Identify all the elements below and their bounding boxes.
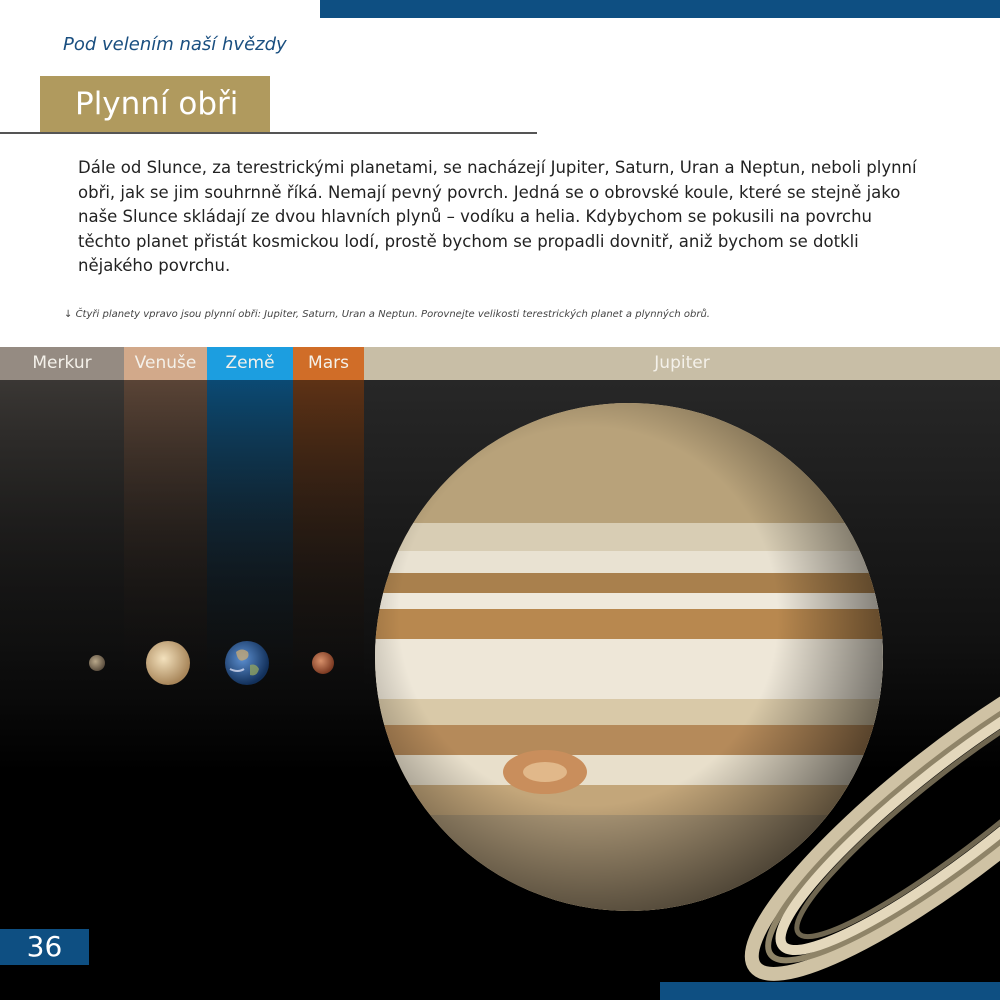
chapter-title: Pod velením naší hvězdy — [63, 34, 287, 55]
top-accent-bar — [320, 0, 1000, 18]
planet-label-merkur: Merkur — [0, 347, 124, 380]
planet-label-mars: Mars — [293, 347, 364, 380]
body-paragraph: Dále od Slunce, za terestrickými planetami, se nacházejí Jupiter, Saturn, Uran a Neptun, neboli plynní obři, jak se jim souhrnně říká. Nemají pevný povrch. Jedná se o obrovské koule, které se stejně jako naše Slunce skládají ze dvou hlavních plynů – vodíku a helia. Kdybychom se pokusili na povrchu těchto planet přistát kosmickou lodí, prostě bychom se propadli dovnitř, aniž bychom se dotkli nějakého povrchu. — [78, 158, 917, 275]
planet-comparison-figure — [0, 347, 1000, 1000]
caption-text: Čtyři planety vpravo jsou plynní obři: Jupiter, Saturn, Uran a Neptun. Porovnejte velikosti terestrických planet a plynných obrů. — [75, 309, 710, 320]
section-title-box — [40, 76, 270, 132]
planet-illustration — [0, 347, 1000, 1000]
title-divider — [0, 132, 537, 134]
bottom-accent-bar — [660, 982, 1000, 1000]
mercury-planet — [89, 655, 105, 671]
merkur-column — [0, 380, 124, 700]
earth-planet — [225, 641, 269, 685]
mars-planet — [312, 652, 334, 674]
jupiter-planet — [375, 403, 885, 915]
planet-label-jupiter: Jupiter — [364, 347, 1000, 380]
section-title: Plynní obři — [75, 86, 239, 122]
page-number: 36 — [0, 929, 89, 965]
planet-label-venuse: Venuše — [124, 347, 207, 380]
planet-label-zeme: Země — [207, 347, 293, 380]
figure-caption — [64, 309, 710, 320]
venus-planet — [146, 641, 190, 685]
down-arrow-icon: ↓ — [64, 309, 73, 320]
mars-column — [293, 380, 364, 700]
